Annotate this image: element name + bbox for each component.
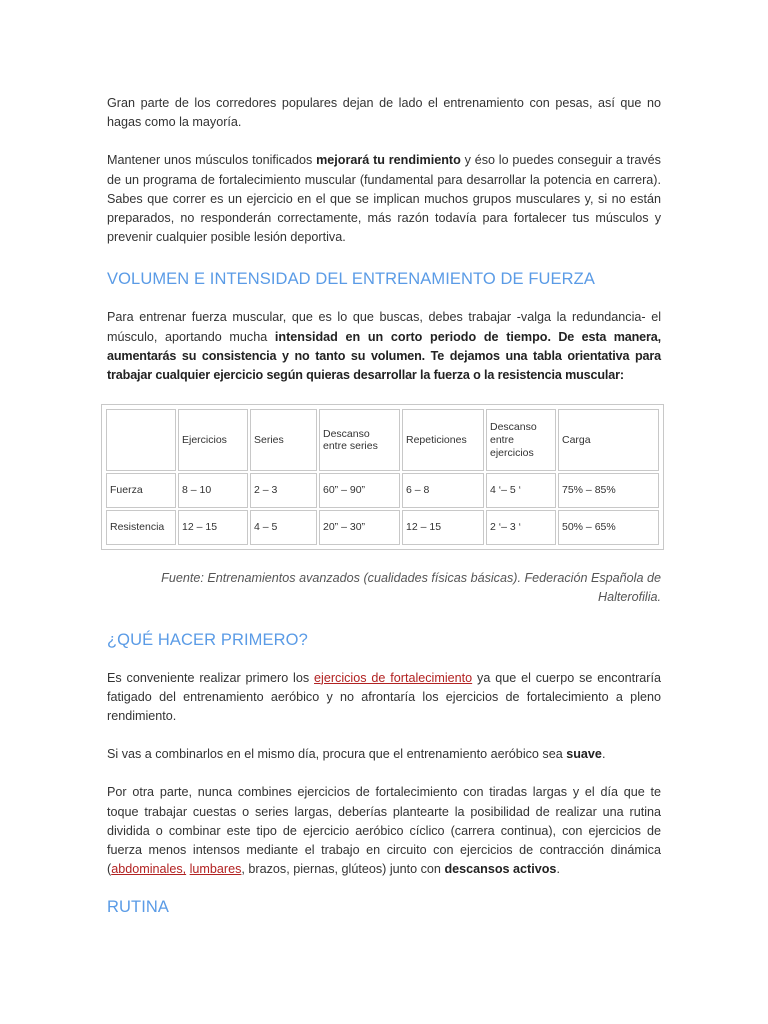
que-paragraph-1 [107,669,661,727]
table-row [106,510,659,545]
que-text-2a: Si vas a combinarlos en el mismo día, procura que el entrenamiento aeróbico sea [107,747,567,762]
table-header-row [106,409,659,471]
table-header-cell: Repeticiones [402,409,484,471]
que-bold-descansos: descansos activos [444,862,557,877]
heading-volumen: VOLUMEN E INTENSIDAD DEL ENTRENAMIENTO DE FUERZA [107,270,595,289]
table-cell: 2 ‘– 3 ‘ [486,510,556,545]
table-header-cell [106,409,176,471]
que-paragraph-2 [107,745,661,764]
link-abdominales[interactable]: abdominales, [111,862,187,877]
table-cell: Resistencia [106,510,176,545]
link-lumbares[interactable]: lumbares [189,862,242,877]
intro-paragraph-2 [107,151,661,247]
article-body [107,94,661,918]
intro-text-2b: y éso lo puedes conseguir a través de un programa de fortalecimiento muscular (fundamental para desarrollar la potencia en carrera). Sabes que correr es un ejercicio en el que se implican muchos grupos musculares y, si no están preparados, no responderán correctamente, más razón todavía para fortalecer tus músculos y prevenir cualquier posible lesión deportiva. [107,153,661,245]
volumen-bold-intensidad: intensidad en un corto periodo de tiempo [274,329,548,344]
volumen-text-a: Para entrenar fuerza muscular, que es lo que buscas, debes trabajar -valga la redundancia- el músculo, aportando mucha [107,310,661,344]
heading-rutina: RUTINA [107,898,170,917]
table-cell: 50% – 65% [558,510,659,545]
intro-text-2a: Mantener unos músculos tonificados [107,153,317,168]
table-header-cell: Ejercicios [178,409,248,471]
table-row [106,473,659,508]
que-paragraph-3 [107,783,661,879]
table-header-cell: Carga [558,409,659,471]
intro-text-1: Gran parte de los corredores populares dejan de lado el entrenamiento con pesas, así que no hagas como la mayoría. [107,96,661,130]
volumen-bold-consistencia: . De esta manera, aumentarás su consistencia y no tanto su volumen. Te dejamos una tabla orientativa para trabajar cualquier ejercicio según quieras desarrollar la fuerza o la resistencia muscular: [107,329,661,383]
table-header-cell: Series [250,409,317,471]
intro-paragraph-1 [107,94,661,132]
table-cell: 4 ‘– 5 ‘ [486,473,556,508]
que-bold-suave: suave [566,747,602,762]
table-header-cell: Descanso entre ejercicios [486,409,556,471]
volumen-paragraph [107,308,661,385]
table-header-cell: Descanso entre series [319,409,400,471]
training-table [101,404,664,550]
training-table-grid [104,407,661,547]
table-cell: 12 – 15 [178,510,248,545]
table-cell: 20” – 30” [319,510,400,545]
que-text-3c: . [556,862,560,877]
link-ejercicios-fortalecimiento[interactable]: ejercicios de fortalecimiento [314,670,473,685]
table-cell: 4 – 5 [250,510,317,545]
que-text-3a: Por otra parte, nunca combines ejercicios de fortalecimiento con tiradas largas y el día que te toque trabajar cuestas o series largas, deberías plantearte la posibilidad de realizar una rutina dividida o combinar este tipo de ejercicio aeróbico cíclico (carrera continua), con ejercicios de fuerza menos intensos mediante el trabajo en circuito con ejercicios de contracción dinámica ( [107,785,661,877]
table-cell: 2 – 3 [250,473,317,508]
table-source-caption: Fuente: Entrenamientos avanzados (cualidades físicas básicas). Federación Española de Halterofilia. [161,571,661,605]
que-text-3b: , brazos, piernas, glúteos) junto con [241,862,445,877]
intro-bold-rendimiento: mejorará tu rendimiento [316,153,461,168]
que-text-1b: ya que el cuerpo se encontraría fatigado del entrenamiento aeróbico y no afrontaría los ejercicios de fortalecimiento a pleno rendimiento. [107,670,661,724]
table-cell: 12 – 15 [402,510,484,545]
table-cell: 75% – 85% [558,473,659,508]
table-cell: Fuerza [106,473,176,508]
que-text-1a: Es conveniente realizar primero los [107,670,315,685]
table-cell: 60” – 90” [319,473,400,508]
heading-que-hacer: ¿QUÉ HACER PRIMERO? [107,630,308,649]
que-text-2b: . [601,747,606,762]
table-cell: 6 – 8 [402,473,484,508]
table-cell: 8 – 10 [178,473,248,508]
